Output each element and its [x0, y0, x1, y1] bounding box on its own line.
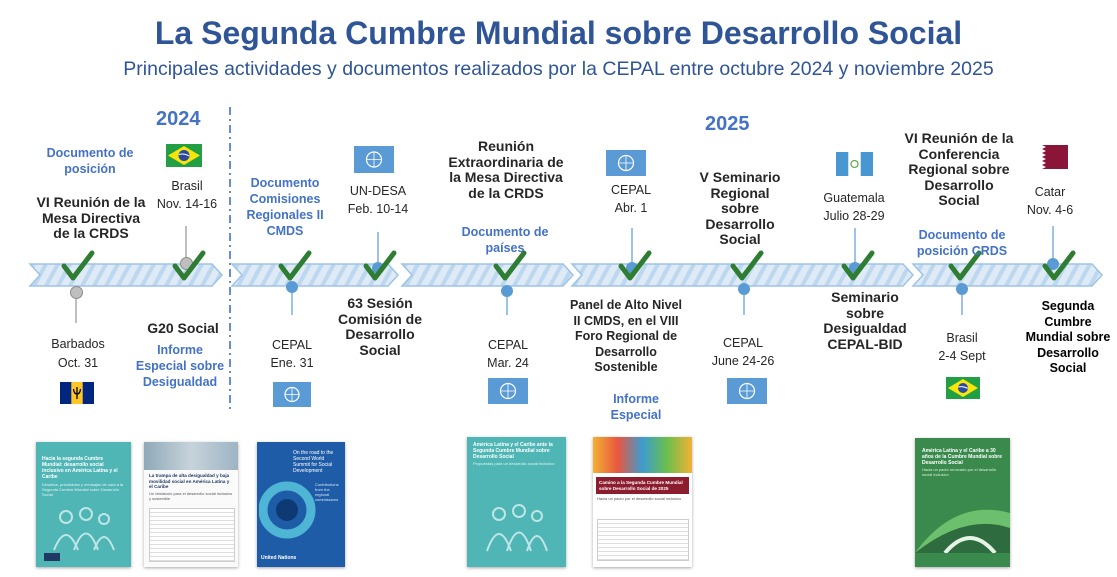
doc-comisiones-label: Documento Comisiones Regionales II CMDS [246, 176, 324, 238]
brasil-sept-date: 2-4 Sept [938, 349, 986, 363]
brasil-sept-place: Brasil [946, 331, 978, 345]
panel-alto-label: Panel de Alto Nivel II CMDS, en el VIII Foro Regional de Desarrollo Sostenible [569, 298, 683, 374]
document-cover-6[interactable] [915, 438, 1010, 567]
undesa-date: Feb. 10-14 [347, 202, 409, 216]
qatar-flag-icon [1032, 145, 1068, 169]
un-flag-icon [606, 150, 646, 176]
document-cover-5[interactable] [593, 437, 692, 567]
un-flag-icon [488, 378, 528, 404]
barbados-date: Oct. 31 [57, 356, 99, 370]
doc5-title: Camino a la Segunda Cumbre Mundial sobre Desarrollo Social de 2025 [596, 477, 689, 494]
doc4-sub: Propuestas para un desarrollo social inclusivo [473, 461, 555, 466]
check-icon [366, 253, 394, 278]
cepal-mar-date: Mar. 24 [487, 356, 529, 370]
page-text-preview [597, 519, 689, 561]
catar-date: Nov. 4-6 [1026, 203, 1074, 217]
brasil-g20-date: Nov. 14-16 [156, 197, 218, 211]
doc3-sub: Contributions from the regional commissions [315, 482, 339, 502]
doc1-sub: Desafíos, prioridades y mensajes de cara a la Segunda Cumbre Mundial sobre Desarrollo Social [42, 482, 124, 497]
wave-graphic-icon [915, 493, 1010, 553]
colorful-people-illustration [593, 437, 692, 473]
check-icon [281, 253, 309, 278]
doc-paises-label: Documento de países [461, 225, 549, 255]
doc5-sub: Hacia un pacto por el desarrollo social inclusivo [597, 496, 682, 501]
check-icon [496, 253, 524, 278]
page-title: La Segunda Cumbre Mundial sobre Desarrollo Social [154, 15, 963, 51]
page-text-preview [149, 508, 235, 562]
cepal-logo-icon [44, 553, 60, 561]
guatemala-date: Julio 28-29 [823, 209, 885, 223]
sesion63-label: 63 Sesión Comisión de Desarrollo Social [337, 295, 422, 358]
check-icon [1045, 253, 1073, 278]
check-icon [621, 253, 649, 278]
doc-posicion-label: Documento de posición [46, 146, 134, 176]
document-cover-1[interactable] [36, 442, 131, 567]
v-seminario-label: V Seminario Regional sobre Desarrollo Social [699, 169, 781, 247]
un-flag-icon [727, 378, 767, 404]
people-illustration-icon [46, 502, 121, 552]
doc2-sub: Un obstáculo para el desarrollo social inclusivo y sostenible [149, 490, 233, 501]
reunion-extra-label: Reunión Extraordinaria de la Mesa Directiva de la CRDS [448, 138, 564, 201]
un-flag-icon [354, 146, 394, 173]
doc6-sub: Hacia un pacto renovado por el desarrollo social inclusivo [922, 467, 997, 477]
catar-place: Catar [1034, 185, 1066, 199]
doc2-title: La trampa de alta desigualdad y baja movilidad social en América Latina y el Caribe [149, 473, 230, 489]
segunda-cumbre-label: Segunda Cumbre Mundial sobre Desarrollo Social [1025, 299, 1111, 375]
crowd-photo [144, 442, 238, 470]
guatemala-flag-icon [836, 152, 873, 176]
document-cover-3[interactable] [257, 442, 345, 567]
brasil-g20-place: Brasil [171, 179, 203, 193]
check-icon [64, 253, 92, 278]
guatemala-place: Guatemala [823, 191, 885, 205]
doc3-title: On the road to the Second World Summit for Social Development [293, 450, 334, 474]
cepal-ene-date: Ene. 31 [270, 356, 314, 370]
document-cover-4[interactable] [467, 437, 566, 567]
year-2024: 2024 [156, 108, 201, 130]
people-illustration-icon [479, 499, 554, 554]
barbados-place: Barbados [51, 337, 105, 351]
doc3-org: United Nations [261, 555, 297, 561]
barbados-flag-icon [60, 382, 94, 404]
cepal-jun-date: June 24-26 [711, 354, 775, 368]
circle-graphic-icon [259, 472, 319, 542]
undesa-place: UN-DESA [349, 184, 407, 198]
cepal-abr-place: CEPAL [610, 183, 652, 197]
vi-reunion-mesa-label: VI Reunión de la Mesa Directiva de la CRDS [36, 194, 146, 241]
document-cover-2[interactable] [144, 442, 238, 567]
doc6-title: América Latina y el Caribe a 30 años de la Cumbre Mundial sobre Desarrollo Social [922, 448, 1003, 466]
cepal-abr-date: Abr. 1 [614, 201, 648, 215]
brazil-flag-icon [946, 377, 980, 399]
informe-desigualdad-label: Informe Especial sobre Desigualdad [135, 343, 225, 389]
informe-especial-label: Informe Especial [610, 392, 662, 422]
brazil-flag-icon [166, 144, 202, 167]
check-icon [733, 253, 761, 278]
un-flag-icon [273, 382, 311, 407]
check-icon [844, 253, 872, 278]
doc1-title: Hacia la segunda Cumbre Mundial: desarrollo social inclusivo en América Latina y el Caribe [42, 456, 118, 480]
g20-social-label: G20 Social [147, 320, 219, 336]
doc4-title: América Latina y el Caribe ante la Segunda Cumbre Mundial sobre Desarrollo Social [473, 442, 553, 460]
cepal-jun-place: CEPAL [722, 336, 764, 350]
check-icon [175, 253, 203, 278]
doc-posicion-crds-label: Documento de posición CRDS [916, 228, 1008, 258]
page-subtitle: Principales actividades y documentos realizados por la CEPAL entre octubre 2024 y noviembre 2025 [123, 58, 994, 80]
cepal-ene-place: CEPAL [271, 338, 313, 352]
year-2025: 2025 [705, 113, 750, 135]
seminario-desig-label: Seminario sobre Desigualdad CEPAL-BID [823, 289, 907, 352]
vi-reunion-conf-label: VI Reunión de la Conferencia Regional sobre Desarrollo Social [904, 130, 1014, 208]
cepal-mar-place: CEPAL [487, 338, 529, 352]
